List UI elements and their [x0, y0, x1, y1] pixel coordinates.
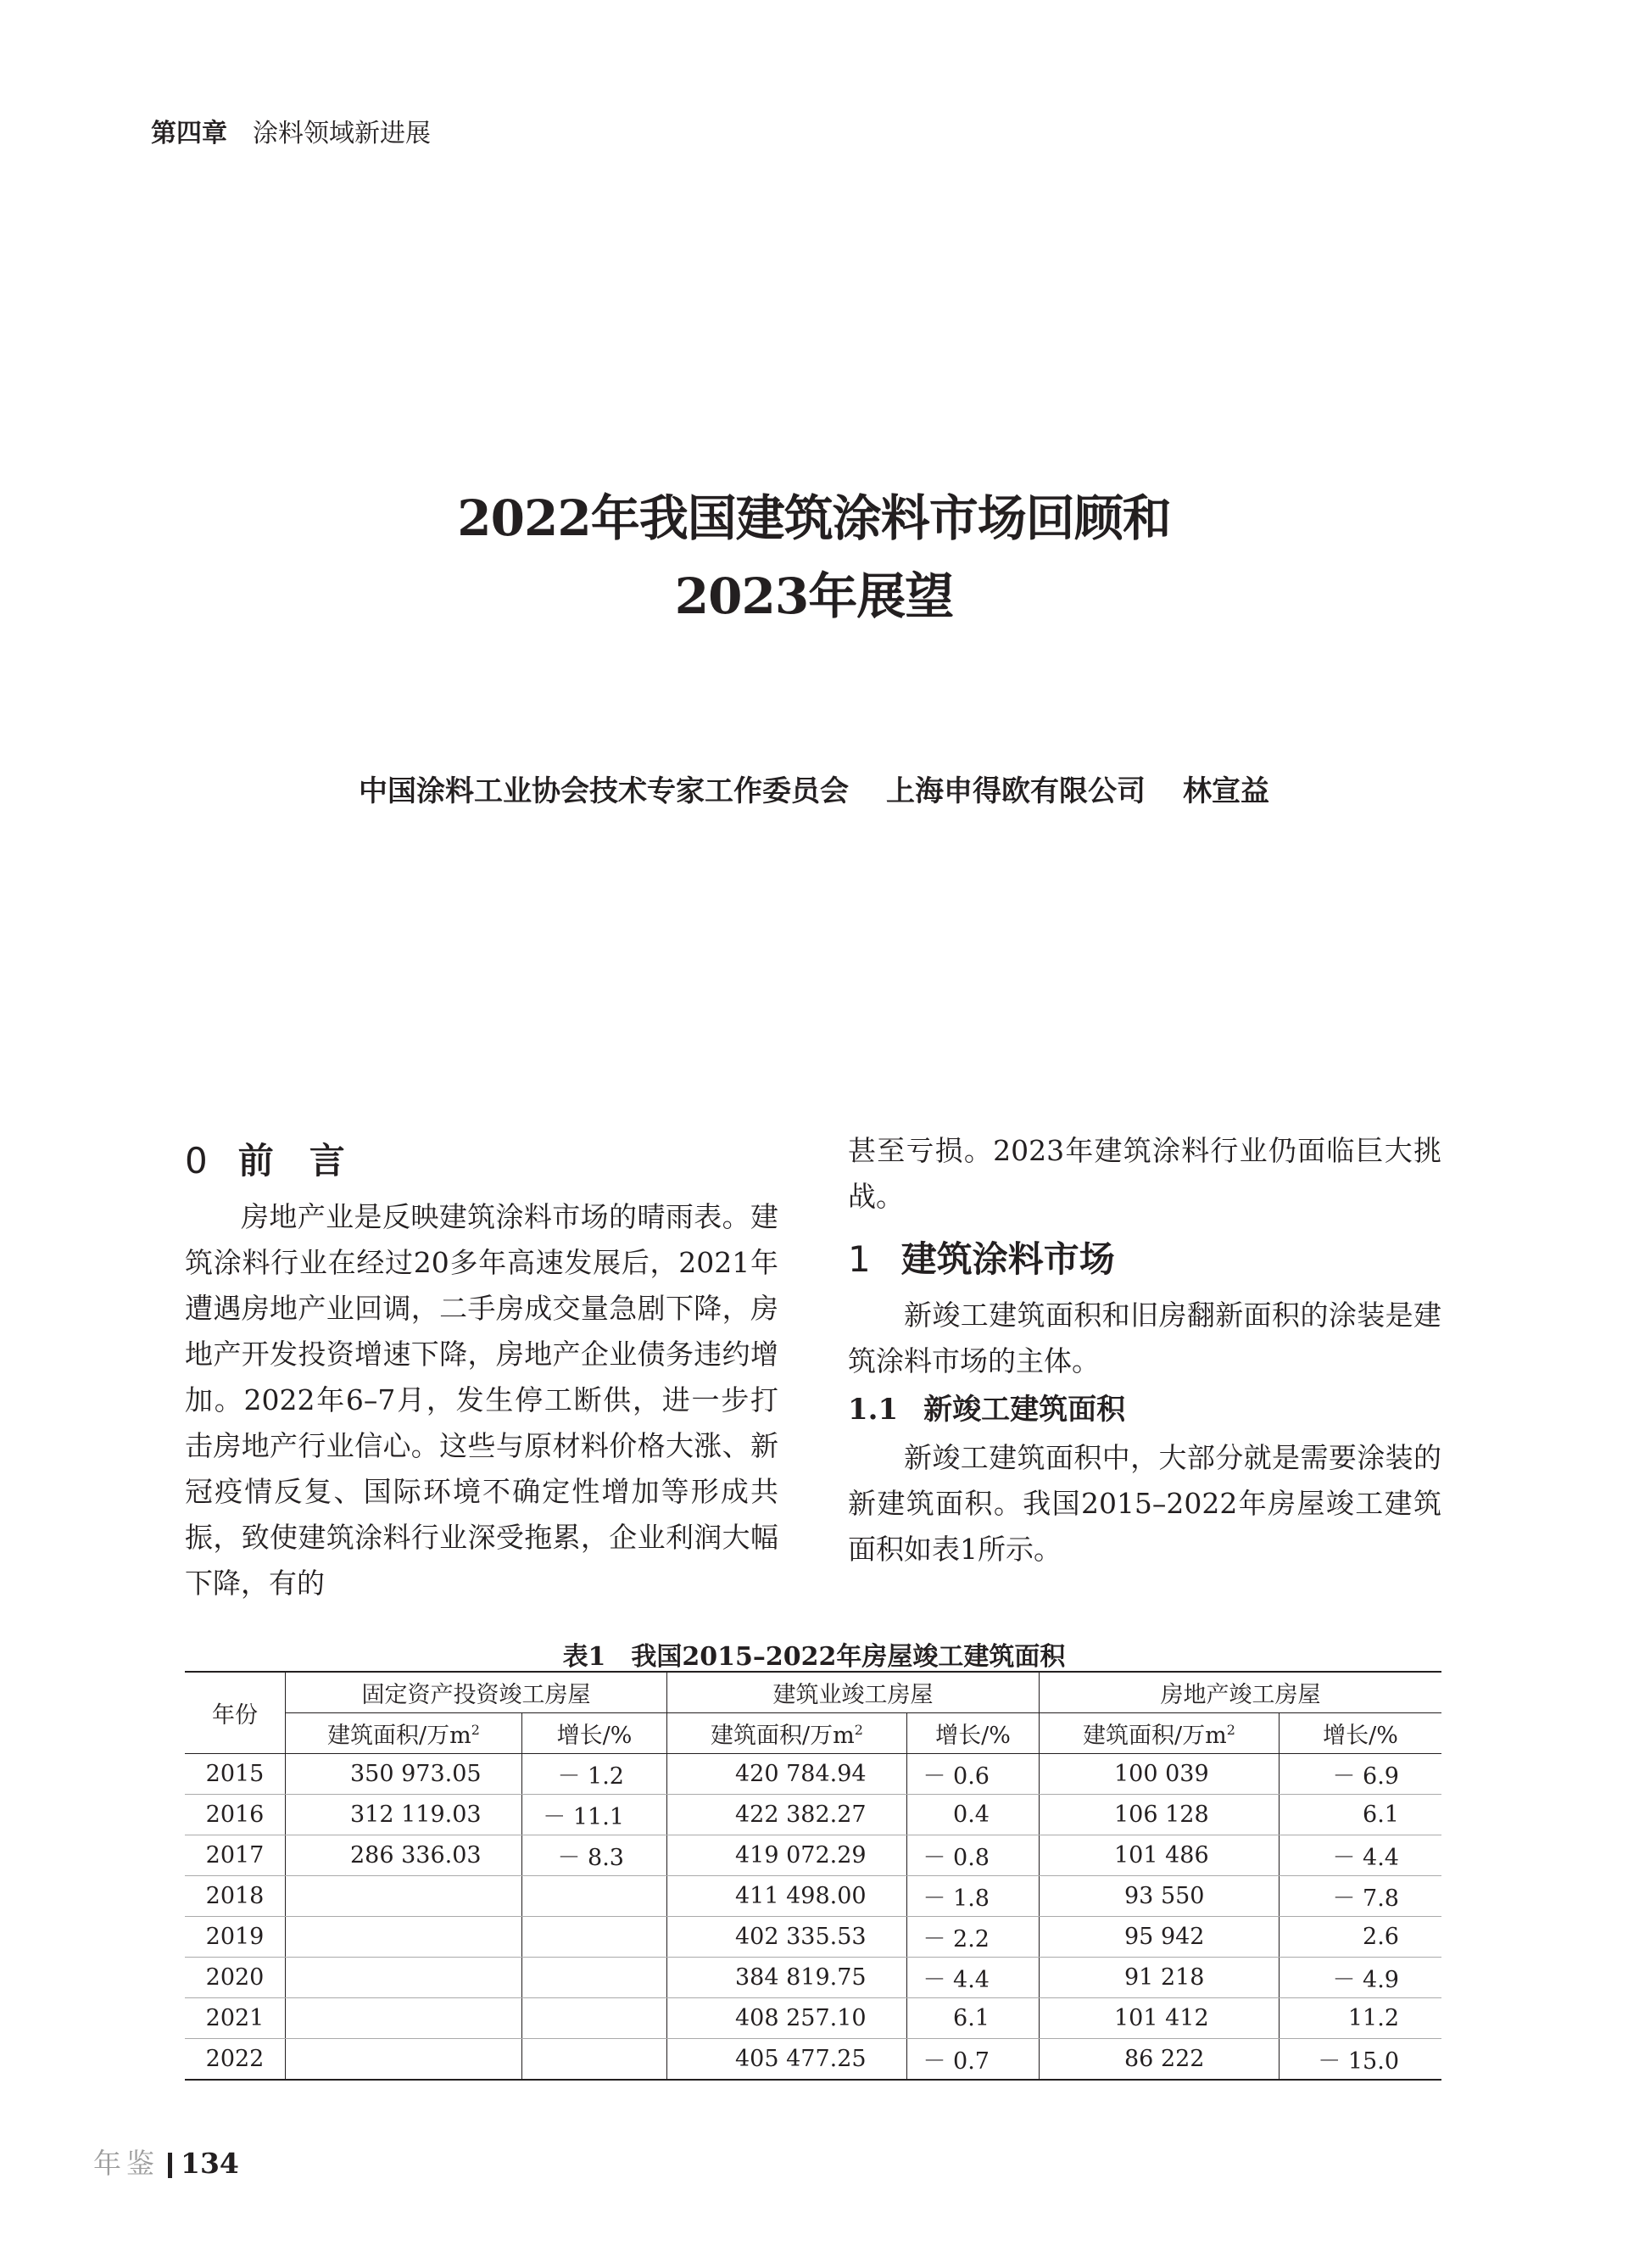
year-header: 年份 [185, 1672, 286, 1754]
data-table [185, 1671, 1441, 2081]
table-cell: 93 550 [1040, 1876, 1280, 1917]
table-cell: － 1.2 [522, 1754, 667, 1795]
table-cell: 0.4 [907, 1795, 1040, 1835]
table-cell: － 4.9 [1280, 1958, 1442, 1998]
table-row [185, 1835, 1441, 1876]
table-cell: 419 072.29 [667, 1835, 907, 1876]
group-header-construction: 建筑业竣工房屋 [667, 1672, 1040, 1713]
table-cell [522, 1998, 667, 2039]
area-header: 建筑面积/万$m^2$ [667, 1713, 907, 1754]
table-cell: － 8.3 [522, 1835, 667, 1876]
area-header: 建筑面积/万$m^2$ [1040, 1713, 1280, 1754]
table-cell: 86 222 [1040, 2039, 1280, 2081]
footer-divider [168, 2153, 172, 2178]
table-cell: 100 039 [1040, 1754, 1280, 1795]
page-footer [93, 2142, 239, 2181]
table-cell: 2018 [185, 1876, 286, 1917]
chapter-title: 涂料领域新进展 [253, 119, 431, 148]
table-cell: － 15.0 [1280, 2039, 1442, 2081]
section-number: 1 [848, 1238, 871, 1280]
group-header-fixed-asset: 固定资产投资竣工房屋 [286, 1672, 667, 1713]
table-cell: － 0.7 [907, 2039, 1040, 2081]
body-column-left [185, 1128, 778, 1606]
table-cell: 106 128 [1040, 1795, 1280, 1835]
table-cell: 411 498.00 [667, 1876, 907, 1917]
table-cell: 101 412 [1040, 1998, 1280, 2039]
table-cell [522, 2039, 667, 2081]
table-cell: 2021 [185, 1998, 286, 2039]
table-row [185, 1917, 1441, 1958]
table-cell [522, 1917, 667, 1958]
table-cell: 384 819.75 [667, 1958, 907, 1998]
section-0-paragraph-continued: 甚至亏损。2023年建筑涂料行业仍面临巨大挑战。 [848, 1134, 1441, 1213]
table-cell [286, 1876, 522, 1917]
table-cell: 286 336.03 [286, 1835, 522, 1876]
group-header-real-estate: 房地产竣工房屋 [1040, 1672, 1442, 1713]
table-cell: － 0.6 [907, 1754, 1040, 1795]
table-cell: 422 382.27 [667, 1795, 907, 1835]
growth-header: 增长/% [522, 1713, 667, 1754]
section-title: 前 言 [237, 1140, 345, 1181]
table-row [185, 1876, 1441, 1917]
author-name: 林宣益 [1183, 774, 1269, 808]
section-0-paragraph: 房地产业是反映建筑涂料市场的晴雨表。建筑涂料行业在经过20多年高速发展后，2021年遭遇房地产业回调，二手房成交量急剧下降，房地产开发投资增速下降，房地产企业债务违约增加。2022年6–7月，发生停工断供，进一步打击房地产行业信心。这些与原材料价格大涨、新冠疫情反复、国际环境不确定性增加等形成共振，致使建筑涂料行业深受拖累，企业利润大幅下降，有的 [185, 1200, 778, 1600]
running-header [151, 112, 431, 149]
author-affiliation-2: 上海申得欧有限公司 [886, 774, 1146, 808]
table-cell [522, 1958, 667, 1998]
table-cell: － 0.8 [907, 1835, 1040, 1876]
chapter-label: 第四章 [151, 119, 227, 148]
table-cell: 2015 [185, 1754, 286, 1795]
table-row [185, 2039, 1441, 2081]
table-cell: 312 119.03 [286, 1795, 522, 1835]
section-1-heading [848, 1226, 1441, 1293]
table-row [185, 1958, 1441, 1998]
table-caption: 表1 我国2015–2022年房屋竣工建筑面积 [562, 1642, 1066, 1672]
table-row [185, 1795, 1441, 1835]
author-line [0, 768, 1628, 809]
table-cell: － 11.1 [522, 1795, 667, 1835]
table-cell [286, 1917, 522, 1958]
section-title: 建筑涂料市场 [900, 1238, 1115, 1280]
table-cell: 2017 [185, 1835, 286, 1876]
table-cell: － 1.8 [907, 1876, 1040, 1917]
section-0-heading [185, 1128, 778, 1194]
table-cell: 6.1 [1280, 1795, 1442, 1835]
table-cell: 405 477.25 [667, 2039, 907, 2081]
growth-header: 增长/% [907, 1713, 1040, 1754]
footer-label: 年鉴 [93, 2147, 159, 2180]
author-affiliation-1: 中国涂料工业协会技术专家工作委员会 [359, 774, 849, 808]
subsection-title: 新竣工建筑面积 [923, 1393, 1126, 1427]
table-cell: 2022 [185, 2039, 286, 2081]
table-cell: 101 486 [1040, 1835, 1280, 1876]
area-header: 建筑面积/万$m^2$ [286, 1713, 522, 1754]
table-cell: 91 218 [1040, 1958, 1280, 1998]
table-cell: 420 784.94 [667, 1754, 907, 1795]
table-cell: 2.6 [1280, 1917, 1442, 1958]
table-cell: － 4.4 [1280, 1835, 1442, 1876]
table-cell: 6.1 [907, 1998, 1040, 2039]
table-cell [286, 1958, 522, 1998]
table-cell [286, 1998, 522, 2039]
section-number: 0 [185, 1140, 208, 1181]
article-title [0, 479, 1628, 635]
table-cell: 2019 [185, 1917, 286, 1958]
table-cell: 2020 [185, 1958, 286, 1998]
table-cell: 402 335.53 [667, 1917, 907, 1958]
table-cell [522, 1876, 667, 1917]
table-cell: － 2.2 [907, 1917, 1040, 1958]
table-cell: 95 942 [1040, 1917, 1280, 1958]
table-row [185, 1998, 1441, 2039]
growth-header: 增长/% [1280, 1713, 1442, 1754]
table-cell: 350 973.05 [286, 1754, 522, 1795]
subsection-number: 1.1 [848, 1393, 899, 1427]
article-title-line-1: 2022年我国建筑涂料市场回顾和 [457, 489, 1171, 547]
section-1-1-paragraph: 新竣工建筑面积中，大部分就是需要涂装的新建筑面积。我国2015–2022年房屋竣工建筑面积如表1所示。 [848, 1441, 1441, 1566]
table-cell: － 7.8 [1280, 1876, 1442, 1917]
table-cell [286, 2039, 522, 2081]
table-cell: － 4.4 [907, 1958, 1040, 1998]
table-row [185, 1754, 1441, 1795]
section-1-paragraph: 新竣工建筑面积和旧房翻新面积的涂装是建筑涂料市场的主体。 [848, 1299, 1441, 1377]
section-1-1-heading [848, 1384, 1441, 1435]
table-cell: 11.2 [1280, 1998, 1442, 2039]
table-cell: － 6.9 [1280, 1754, 1442, 1795]
body-column-right [848, 1128, 1441, 1573]
page-number: 134 [181, 2147, 239, 2180]
article-title-line-2: 2023年展望 [674, 567, 954, 625]
table-cell: 2016 [185, 1795, 286, 1835]
table-cell: 408 257.10 [667, 1998, 907, 2039]
